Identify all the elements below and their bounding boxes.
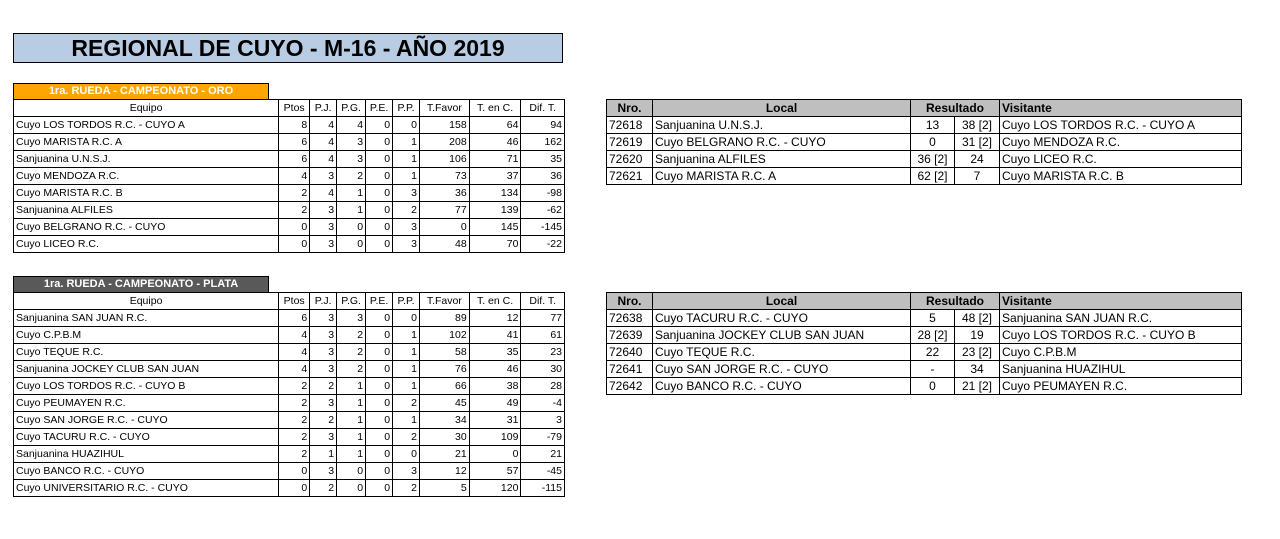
stat-cell: 45	[419, 395, 469, 412]
home-score: 28 [2]	[911, 327, 955, 344]
stat-cell: 61	[521, 327, 565, 344]
column-header: T.Favor	[419, 100, 469, 117]
stat-cell: 58	[419, 344, 469, 361]
stat-cell: 28	[521, 378, 565, 395]
stat-cell: 3	[337, 134, 366, 151]
stat-cell: 0	[366, 117, 393, 134]
stat-cell: 1	[393, 378, 420, 395]
away-score: 38 [2]	[955, 117, 1000, 134]
stat-cell: 4	[279, 327, 310, 344]
stat-cell: 3	[337, 310, 366, 327]
column-header: Resultado	[911, 293, 1000, 310]
home-team: Cuyo BANCO R.C. - CUYO	[653, 378, 911, 395]
stat-cell: 102	[419, 327, 469, 344]
stat-cell: 64	[469, 117, 521, 134]
home-score: 62 [2]	[911, 168, 955, 185]
stat-cell: 21	[419, 446, 469, 463]
stat-cell: 4	[310, 134, 337, 151]
table-row	[14, 412, 565, 429]
stat-cell: 3	[393, 185, 420, 202]
stat-cell: 3	[310, 429, 337, 446]
stat-cell: 1	[337, 446, 366, 463]
team-cell: Cuyo LOS TORDOS R.C. - CUYO A	[14, 117, 279, 134]
table-row	[607, 344, 1242, 361]
stat-cell: 1	[337, 395, 366, 412]
table-row	[14, 185, 565, 202]
away-team: Cuyo PEUMAYEN R.C.	[1000, 378, 1242, 395]
away-score: 23 [2]	[955, 344, 1000, 361]
stat-cell: 0	[366, 395, 393, 412]
team-cell: Cuyo SAN JORGE R.C. - CUYO	[14, 412, 279, 429]
stat-cell: 12	[469, 310, 521, 327]
stat-cell: 3	[310, 219, 337, 236]
stat-cell: 3	[310, 168, 337, 185]
home-team: Sanjuanina JOCKEY CLUB SAN JUAN	[653, 327, 911, 344]
stat-cell: 139	[469, 202, 521, 219]
stat-cell: 3	[310, 310, 337, 327]
stat-cell: 0	[366, 151, 393, 168]
team-cell: Cuyo UNIVERSITARIO R.C. - CUYO	[14, 480, 279, 497]
stat-cell: 36	[419, 185, 469, 202]
table-row	[14, 429, 565, 446]
stat-cell: 1	[337, 202, 366, 219]
stat-cell: 46	[469, 361, 521, 378]
stat-cell: 2	[310, 412, 337, 429]
stat-cell: 4	[337, 117, 366, 134]
oro-standings-table	[13, 99, 565, 253]
stat-cell: 6	[279, 310, 310, 327]
stat-cell: 0	[393, 446, 420, 463]
stat-cell: 30	[521, 361, 565, 378]
team-cell: Sanjuanina HUAZIHUL	[14, 446, 279, 463]
column-header: Visitante	[1000, 293, 1242, 310]
table-row	[14, 344, 565, 361]
stat-cell: -4	[521, 395, 565, 412]
home-score: 36 [2]	[911, 151, 955, 168]
table-row	[14, 378, 565, 395]
stat-cell: 2	[310, 378, 337, 395]
stat-cell: -45	[521, 463, 565, 480]
table-row	[14, 463, 565, 480]
away-score: 24	[955, 151, 1000, 168]
match-number: 72618	[607, 117, 653, 134]
stat-cell: 208	[419, 134, 469, 151]
stat-cell: 41	[469, 327, 521, 344]
match-number: 72638	[607, 310, 653, 327]
stat-cell: 2	[393, 395, 420, 412]
stat-cell: -22	[521, 236, 565, 253]
stat-cell: 4	[279, 168, 310, 185]
stat-cell: 31	[469, 412, 521, 429]
table-row	[14, 117, 565, 134]
stat-cell: 89	[419, 310, 469, 327]
stat-cell: 0	[366, 310, 393, 327]
stat-cell: 4	[279, 361, 310, 378]
match-number: 72619	[607, 134, 653, 151]
stat-cell: 2	[393, 202, 420, 219]
team-cell: Cuyo PEUMAYEN R.C.	[14, 395, 279, 412]
table-row	[14, 446, 565, 463]
stat-cell: 2	[337, 327, 366, 344]
stat-cell: 2	[279, 395, 310, 412]
table-header-row	[607, 293, 1242, 310]
stat-cell: 23	[521, 344, 565, 361]
stat-cell: 109	[469, 429, 521, 446]
stat-cell: 3	[310, 236, 337, 253]
stat-cell: 1	[337, 185, 366, 202]
stat-cell: 73	[419, 168, 469, 185]
stat-cell: 0	[366, 134, 393, 151]
column-header: T. en C.	[469, 293, 521, 310]
stat-cell: 36	[521, 168, 565, 185]
stat-cell: 134	[469, 185, 521, 202]
team-cell: Cuyo BELGRANO R.C. - CUYO	[14, 219, 279, 236]
column-header: Equipo	[14, 293, 279, 310]
team-cell: Sanjuanina U.N.S.J.	[14, 151, 279, 168]
stat-cell: 0	[366, 378, 393, 395]
stat-cell: 57	[469, 463, 521, 480]
team-cell: Sanjuanina SAN JUAN R.C.	[14, 310, 279, 327]
stat-cell: 0	[366, 327, 393, 344]
match-number: 72640	[607, 344, 653, 361]
home-score: 13	[911, 117, 955, 134]
stat-cell: 1	[393, 327, 420, 344]
away-team: Cuyo LOS TORDOS R.C. - CUYO A	[1000, 117, 1242, 134]
stat-cell: 8	[279, 117, 310, 134]
column-header: P.J.	[310, 100, 337, 117]
team-cell: Cuyo LOS TORDOS R.C. - CUYO B	[14, 378, 279, 395]
stat-cell: 1	[393, 412, 420, 429]
stat-cell: 35	[469, 344, 521, 361]
stat-cell: 0	[366, 480, 393, 497]
stat-cell: 12	[419, 463, 469, 480]
table-row	[607, 327, 1242, 344]
column-header: Nro.	[607, 100, 653, 117]
home-score: 0	[911, 378, 955, 395]
stat-cell: 1	[393, 168, 420, 185]
table-row	[607, 361, 1242, 378]
team-cell: Cuyo LICEO R.C.	[14, 236, 279, 253]
stat-cell: 0	[366, 185, 393, 202]
stat-cell: 37	[469, 168, 521, 185]
stat-cell: 2	[279, 412, 310, 429]
away-team: Cuyo C.P.B.M	[1000, 344, 1242, 361]
stat-cell: 0	[279, 236, 310, 253]
stat-cell: 0	[366, 168, 393, 185]
column-header: P.G.	[337, 100, 366, 117]
stat-cell: 2	[393, 429, 420, 446]
stat-cell: 35	[521, 151, 565, 168]
stat-cell: 2	[279, 202, 310, 219]
team-cell: Sanjuanina JOCKEY CLUB SAN JUAN	[14, 361, 279, 378]
plata-section-label: 1ra. RUEDA - CAMPEONATO - PLATA	[13, 276, 269, 292]
stat-cell: 3	[310, 463, 337, 480]
match-number: 72620	[607, 151, 653, 168]
stat-cell: 3	[521, 412, 565, 429]
stat-cell: 0	[337, 480, 366, 497]
column-header: P.E.	[366, 100, 393, 117]
stat-cell: -62	[521, 202, 565, 219]
stat-cell: 0	[393, 117, 420, 134]
stat-cell: -98	[521, 185, 565, 202]
table-row	[14, 236, 565, 253]
stat-cell: 2	[337, 344, 366, 361]
stat-cell: 3	[393, 463, 420, 480]
stat-cell: 38	[469, 378, 521, 395]
home-team: Sanjuanina ALFILES	[653, 151, 911, 168]
page-title: REGIONAL DE CUYO - M-16 - AÑO 2019	[13, 33, 563, 63]
stat-cell: 158	[419, 117, 469, 134]
stat-cell: 0	[366, 202, 393, 219]
column-header: Resultado	[911, 100, 1000, 117]
oro-section-label: 1ra. RUEDA - CAMPEONATO - ORO	[13, 83, 269, 99]
stat-cell: 0	[366, 219, 393, 236]
team-cell: Cuyo MARISTA R.C. A	[14, 134, 279, 151]
away-score: 21 [2]	[955, 378, 1000, 395]
column-header: Nro.	[607, 293, 653, 310]
column-header: T.Favor	[419, 293, 469, 310]
column-header: Equipo	[14, 100, 279, 117]
match-number: 72642	[607, 378, 653, 395]
stat-cell: 46	[469, 134, 521, 151]
table-row	[14, 361, 565, 378]
team-cell: Sanjuanina ALFILES	[14, 202, 279, 219]
stat-cell: 76	[419, 361, 469, 378]
stat-cell: 0	[337, 219, 366, 236]
stat-cell: 70	[469, 236, 521, 253]
stat-cell: 0	[366, 361, 393, 378]
team-cell: Cuyo C.P.B.M	[14, 327, 279, 344]
oro-fixtures-table	[606, 99, 1242, 185]
away-team: Cuyo MARISTA R.C. B	[1000, 168, 1242, 185]
away-team: Cuyo MENDOZA R.C.	[1000, 134, 1242, 151]
stat-cell: 0	[366, 429, 393, 446]
table-row	[14, 168, 565, 185]
stat-cell: 0	[279, 219, 310, 236]
stat-cell: 34	[419, 412, 469, 429]
home-score: -	[911, 361, 955, 378]
table-row	[607, 168, 1242, 185]
stat-cell: 1	[337, 412, 366, 429]
stat-cell: 0	[337, 463, 366, 480]
stat-cell: 6	[279, 151, 310, 168]
table-row	[14, 310, 565, 327]
column-header: P.P.	[393, 293, 420, 310]
column-header: Visitante	[1000, 100, 1242, 117]
stat-cell: 4	[310, 151, 337, 168]
stat-cell: 2	[393, 480, 420, 497]
stat-cell: 106	[419, 151, 469, 168]
stat-cell: 48	[419, 236, 469, 253]
table-header-row	[14, 293, 565, 310]
stat-cell: 3	[310, 327, 337, 344]
home-team: Cuyo BELGRANO R.C. - CUYO	[653, 134, 911, 151]
stat-cell: 1	[393, 151, 420, 168]
stat-cell: 2	[337, 168, 366, 185]
stat-cell: 0	[366, 412, 393, 429]
match-number: 72641	[607, 361, 653, 378]
stat-cell: 2	[279, 446, 310, 463]
column-header: P.E.	[366, 293, 393, 310]
stat-cell: 0	[419, 219, 469, 236]
away-score: 34	[955, 361, 1000, 378]
table-header-row	[14, 100, 565, 117]
home-team: Cuyo TEQUE R.C.	[653, 344, 911, 361]
stat-cell: 0	[337, 236, 366, 253]
team-cell: Cuyo MENDOZA R.C.	[14, 168, 279, 185]
table-row	[607, 310, 1242, 327]
stat-cell: 30	[419, 429, 469, 446]
table-row	[14, 219, 565, 236]
table-row	[14, 151, 565, 168]
stat-cell: 0	[366, 463, 393, 480]
stat-cell: 0	[279, 480, 310, 497]
table-row	[14, 327, 565, 344]
away-team: Cuyo LOS TORDOS R.C. - CUYO B	[1000, 327, 1242, 344]
stat-cell: 3	[393, 236, 420, 253]
home-score: 22	[911, 344, 955, 361]
match-number: 72639	[607, 327, 653, 344]
stat-cell: 2	[337, 361, 366, 378]
stat-cell: 0	[366, 236, 393, 253]
stat-cell: 94	[521, 117, 565, 134]
stat-cell: 1	[337, 378, 366, 395]
stat-cell: 4	[310, 117, 337, 134]
stat-cell: 145	[469, 219, 521, 236]
stat-cell: 77	[521, 310, 565, 327]
stat-cell: 3	[310, 202, 337, 219]
column-header: Ptos	[279, 100, 310, 117]
stat-cell: 2	[279, 185, 310, 202]
stat-cell: 66	[419, 378, 469, 395]
away-score: 48 [2]	[955, 310, 1000, 327]
stat-cell: 1	[337, 429, 366, 446]
table-row	[14, 134, 565, 151]
away-team: Sanjuanina HUAZIHUL	[1000, 361, 1242, 378]
away-score: 31 [2]	[955, 134, 1000, 151]
home-team: Cuyo TACURU R.C. - CUYO	[653, 310, 911, 327]
away-team: Cuyo LICEO R.C.	[1000, 151, 1242, 168]
stat-cell: -115	[521, 480, 565, 497]
column-header: Ptos	[279, 293, 310, 310]
column-header: Dif. T.	[521, 100, 565, 117]
column-header: P.P.	[393, 100, 420, 117]
column-header: P.G.	[337, 293, 366, 310]
home-team: Cuyo SAN JORGE R.C. - CUYO	[653, 361, 911, 378]
stat-cell: 3	[310, 344, 337, 361]
stat-cell: 0	[279, 463, 310, 480]
stat-cell: 71	[469, 151, 521, 168]
match-number: 72621	[607, 168, 653, 185]
stat-cell: 4	[279, 344, 310, 361]
table-row	[607, 151, 1242, 168]
stat-cell: 1	[393, 344, 420, 361]
table-row	[14, 480, 565, 497]
column-header: Local	[653, 293, 911, 310]
stat-cell: 49	[469, 395, 521, 412]
table-header-row	[607, 100, 1242, 117]
stat-cell: 1	[393, 134, 420, 151]
plata-standings-table	[13, 292, 565, 497]
stat-cell: 1	[310, 446, 337, 463]
column-header: Local	[653, 100, 911, 117]
team-cell: Cuyo MARISTA R.C. B	[14, 185, 279, 202]
stat-cell: 3	[310, 361, 337, 378]
table-row	[607, 378, 1242, 395]
home-score: 5	[911, 310, 955, 327]
stat-cell: 2	[279, 378, 310, 395]
column-header: Dif. T.	[521, 293, 565, 310]
home-team: Cuyo MARISTA R.C. A	[653, 168, 911, 185]
stat-cell: 6	[279, 134, 310, 151]
stat-cell: 3	[337, 151, 366, 168]
stat-cell: 162	[521, 134, 565, 151]
column-header: T. en C.	[469, 100, 521, 117]
stat-cell: -145	[521, 219, 565, 236]
team-cell: Cuyo TEQUE R.C.	[14, 344, 279, 361]
home-score: 0	[911, 134, 955, 151]
stat-cell: 21	[521, 446, 565, 463]
team-cell: Cuyo TACURU R.C. - CUYO	[14, 429, 279, 446]
stat-cell: 1	[393, 361, 420, 378]
stat-cell: 3	[310, 395, 337, 412]
table-row	[14, 202, 565, 219]
team-cell: Cuyo BANCO R.C. - CUYO	[14, 463, 279, 480]
stat-cell: 0	[469, 446, 521, 463]
stat-cell: 77	[419, 202, 469, 219]
stat-cell: 120	[469, 480, 521, 497]
stat-cell: 0	[393, 310, 420, 327]
table-row	[607, 134, 1242, 151]
table-row	[14, 395, 565, 412]
plata-fixtures-table	[606, 292, 1242, 395]
stat-cell: 0	[366, 446, 393, 463]
away-score: 7	[955, 168, 1000, 185]
away-team: Sanjuanina SAN JUAN R.C.	[1000, 310, 1242, 327]
home-team: Sanjuanina U.N.S.J.	[653, 117, 911, 134]
column-header: P.J.	[310, 293, 337, 310]
stat-cell: 0	[366, 344, 393, 361]
away-score: 19	[955, 327, 1000, 344]
stat-cell: 2	[279, 429, 310, 446]
stat-cell: 5	[419, 480, 469, 497]
stat-cell: -79	[521, 429, 565, 446]
stat-cell: 4	[310, 185, 337, 202]
table-row	[607, 117, 1242, 134]
stat-cell: 3	[393, 219, 420, 236]
stat-cell: 2	[310, 480, 337, 497]
